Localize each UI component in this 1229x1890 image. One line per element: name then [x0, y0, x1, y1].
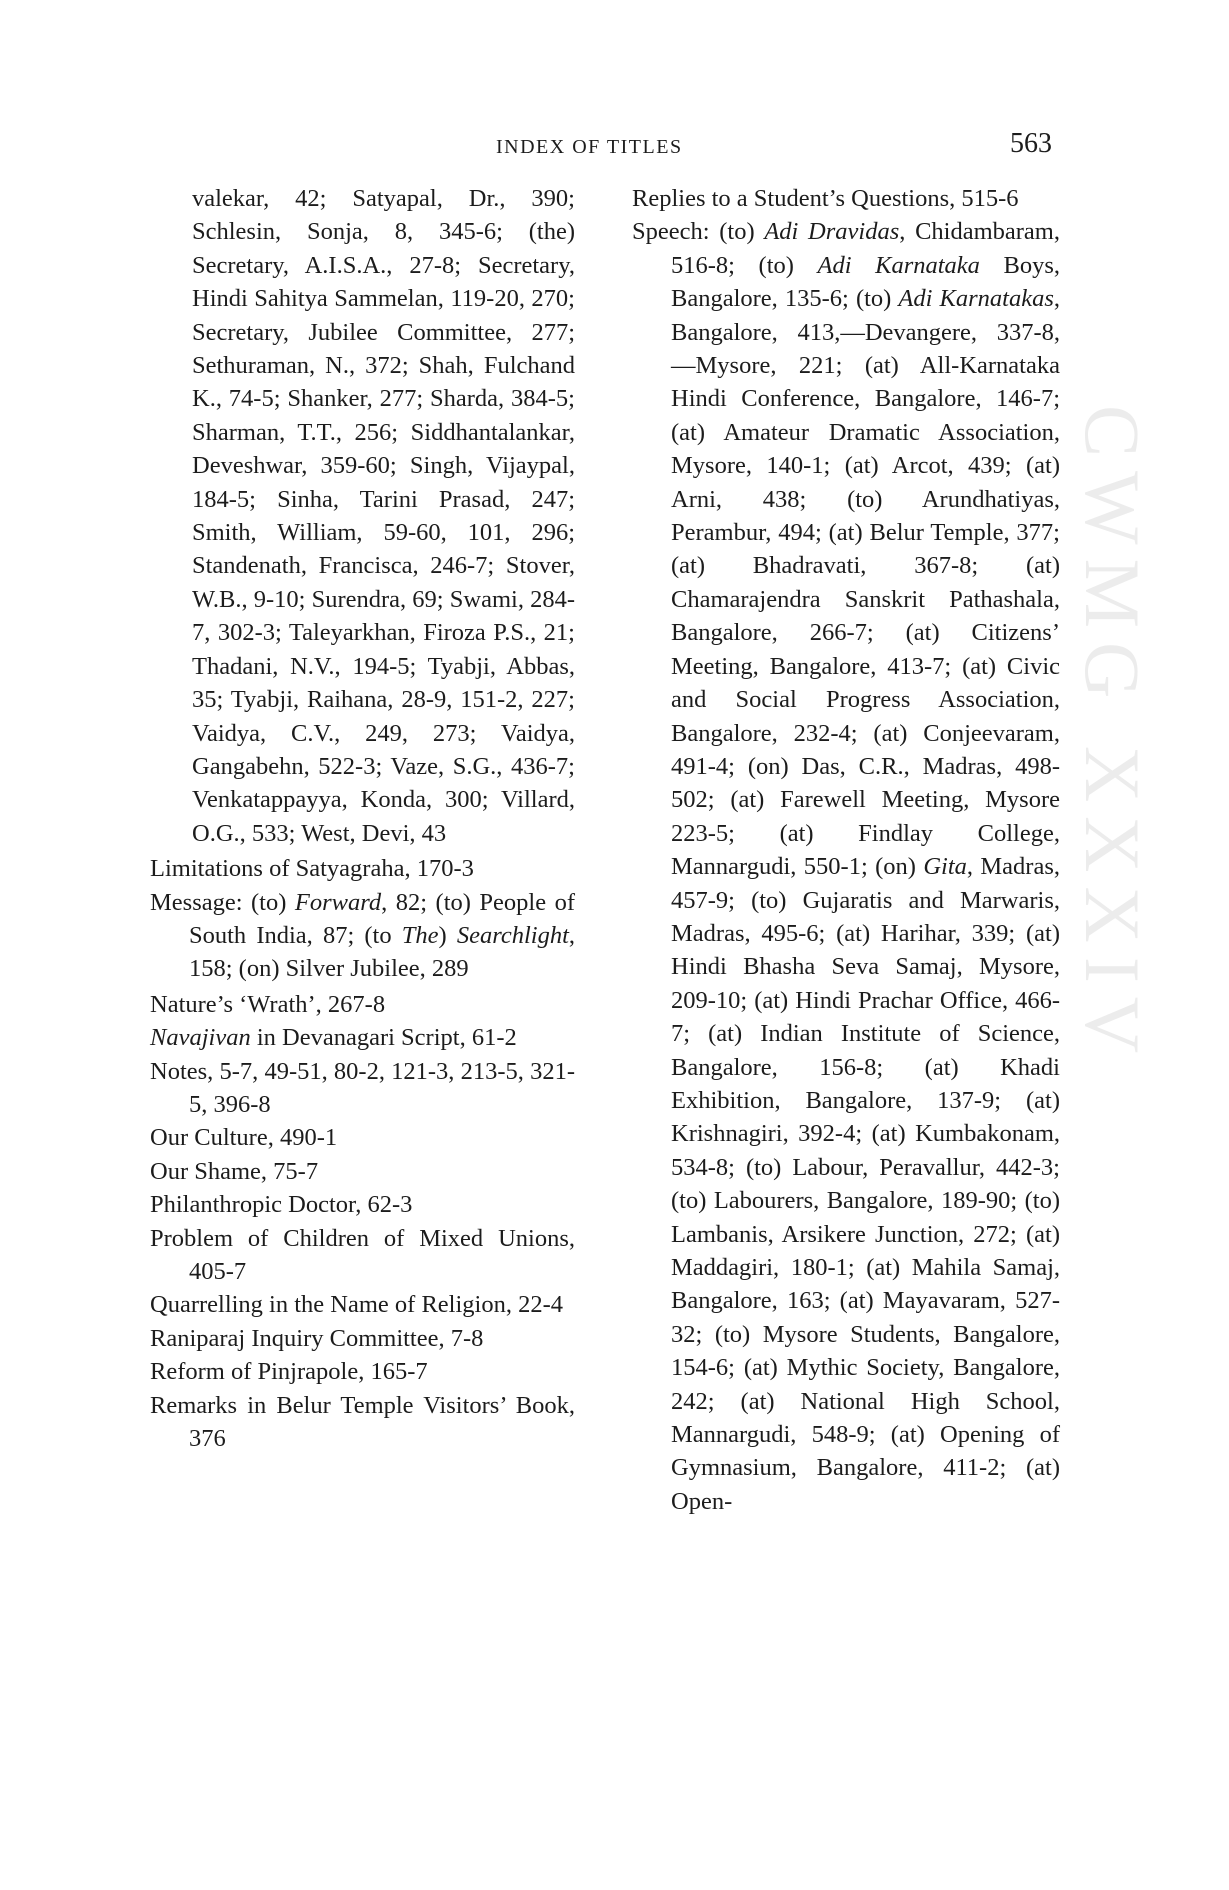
index-entry-reform-of-pinjrapole: Reform of Pinjrapole, 165-7 [150, 1358, 428, 1386]
title-the: The [401, 921, 439, 949]
index-entry-notes: Notes, 5-7, 49-51, 80-2, 121-3, 213-5, 321-5, 396-8 [150, 1057, 575, 1118]
index-entry-speech: Speech: (to) Adi Dravidas, Chidambaram, 516-8; (to) Adi Karnataka Boys, Bangalore, 135-6; (to) Adi Karnatakas, Bangalore, 413,—Devangere, 337-8, —Mysore, 221; (at) All-Karnataka Hindi Conference, Bangalore, 146-7; (at) Amateur Dramatic Association, Mysore, 140-1; (at) Arcot, 439; (at) Arni, 438; (to) Arundhatiyas, Perambur, 494; (at) Belur Temple, 377; (at) Bhadravati, 367-8; (at) Chamarajendra Sanskrit Pathashala, Bangalore, 266-7; (at) Citizens’ Meeting, Bangalore, 413-7; (at) Civic and Social Progress Association, Bangalore, 232-4; (at) Conjeevaram, 491-4; (on) Das, C.R., Madras, 498-502; (at) Farewell Meeting, Mysore 223-5; (at) Findlay College, Mannargudi, 550-1; (on) Gita, Madras, 457-9; (to) Gujaratis and Marwaris, Madras, 495-6; (at) Harihar, 339; (at) Hindi Bhasha Seva Samaj, Mysore, 209-10; (at) Hindi Prachar Office, 466-7; (at) Indian Institute of Science, Bangalore, 156-8; (at) Khadi Exhibition, Bangalore, 137-9; (at) Krishnagiri, 392-4; (at) Kumbakonam, 534-8; (to) Labour, Peravallur, 442-3; (to) Labourers, Bangalore, 189-90; (to) Lambanis, Arsikere Junction, 272; (at) Maddagiri, 180-1; (at) Mahila Samaj, Bangalore, 163; (at) Mayavaram, 527-32; (to) Mysore Students, Bangalore, 154-6; (at) Mythic Society, Bangalore, 242; (at) National High School, Mannargudi, 548-9; (at) Opening of Gymnasium, Bangalore, 411-2; (at) Open- [632, 218, 1060, 1515]
title-navajivan: Navajivan [150, 1024, 251, 1052]
index-entry-philanthropic-doctor: Philanthropic Doctor, 62-3 [150, 1191, 413, 1219]
title-adi-dravidas: Adi Dravidas [764, 218, 900, 246]
index-entry-replies: Replies to a Student’s Questions, 515-6 [632, 185, 1019, 212]
index-entry-continuation: valekar, 42; Satyapal, Dr., 390; Schlesin, Sonja, 8, 345-6; (the) Secretary, A.I.S.A., 27-8; Secretary, Hindi Sahitya Sammelan, 119-20, 270; Secretary, Jubilee Committee, 277; Sethuraman, N., 372; Shah, Fulchand K., 74-5; Shanker, 277; Sharda, 384-5; Sharman, T.T., 256; Siddhantalankar, Deveshwar, 359-60; Singh, Vijaypal, 184-5; Sinha, Tarini Prasad, 247; Smith, William, 59-60, 101, 296; Standenath, Francisca, 246-7; Stover, W.B., 9-10; Surendra, 69; Swami, 284-7, 302-3; Taleyarkhan, Firoza P.S., 21; Thadani, N.V., 194-5; Tyabji, Abbas, 35; Tyabji, Raihana, 28-9, 151-2, 227; Vaidya, C.V., 249, 273; Vaidya, Gangabehn, 522-3; Vaze, S.G., 436-7; Venkatappayya, Konda, 300; Villard, O.G., 533; West, Devi, 43 [192, 185, 575, 847]
title-searchlight: Searchlight [456, 921, 569, 949]
index-entry-natures-wrath: Nature’s ‘Wrath’, 267-8 [150, 990, 386, 1018]
watermark [1069, 405, 1156, 1495]
index-column-left [150, 182, 575, 1455]
index-entry-quarrelling: Quarrelling in the Name of Religion, 22-4 [150, 1291, 563, 1319]
index-entry-our-shame: Our Shame, 75-7 [150, 1157, 319, 1185]
index-entry-our-culture: Our Culture, 490-1 [150, 1124, 338, 1152]
watermark-text: CWMG XXXIV [1069, 405, 1156, 1068]
title-adi-karnataka: Adi Karnataka [817, 251, 980, 279]
index-entry-raniparaj: Raniparaj Inquiry Committee, 7-8 [150, 1324, 484, 1352]
running-head: INDEX OF TITLES [496, 136, 683, 158]
title-gita: Gita [923, 853, 967, 881]
title-forward: Forward [294, 888, 382, 916]
title-adi-karnatakas: Adi Karnatakas [898, 285, 1054, 313]
index-entry-message: Message: (to) Forward, 82; (to) People of South India, 87; (to The) Searchlight, 158; (on) Silver Jubilee, 289 [150, 888, 575, 983]
index-entry-limitations: Limitations of Satyagraha, 170-3 [150, 855, 474, 883]
index-entry-navajivan: Navajivan in Devanagari Script, 61-2 [150, 1024, 517, 1052]
index-column-right [632, 182, 1060, 1518]
index-entry-remarks: Remarks in Belur Temple Visitors’ Book, 376 [150, 1391, 575, 1453]
page-number: 563 [1010, 128, 1052, 159]
index-entry-problem-of-children: Problem of Children of Mixed Unions, 405-7 [150, 1224, 575, 1285]
